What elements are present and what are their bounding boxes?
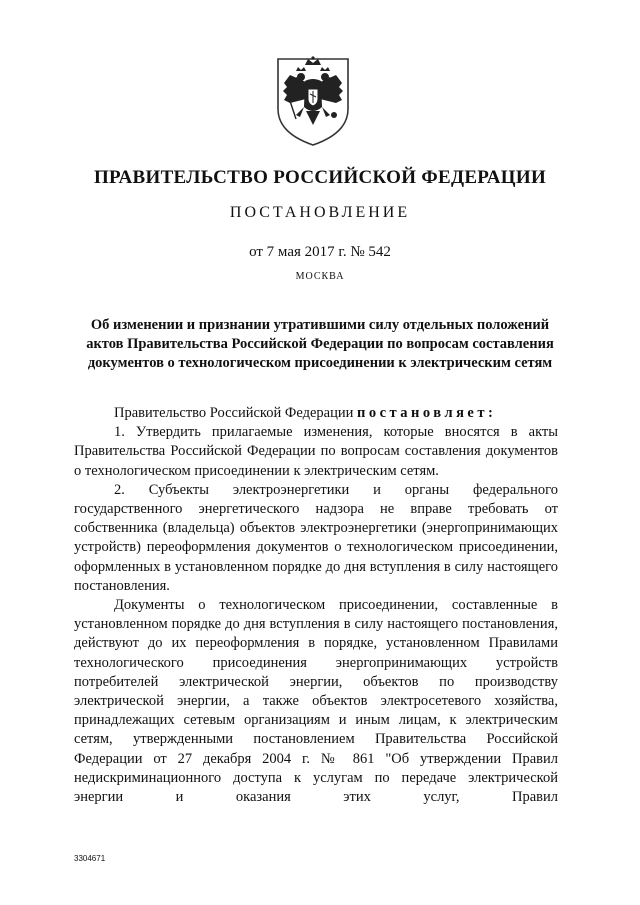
document-title: Об изменении и признании утратившими силу отдельных положений актов Правительства Российской Федерации по вопросам составления документов о технологическом присоединении к электрическим сетям [86,317,554,371]
city: МОСКВА [295,271,345,282]
document-type: ПОСТАНОВЛЕНИЕ [229,204,411,221]
date-number: от 7 мая 2017 г. № 542 [249,244,391,260]
coat-of-arms-emblem-icon [272,55,354,147]
intro-paragraph [74,404,558,423]
decree-word: постановляет: [356,405,497,421]
government-name: ПРАВИТЕЛЬСТВО РОССИЙСКОЙ ФЕДЕРАЦИИ [93,167,547,188]
paragraph-2: 2. Субъекты электроэнергетики и органы федерального государственного энергетического надзора не вправе требовать от собственника (владельца) объектов электроэнергетики (энергопринимающих устройств) переоформления документов о технологическом присоединении, оформленных в установленном порядке до дня вступления в силу настоящего постановления. [74,481,558,594]
intro-prefix: Правительство Российской Федерации [114,405,357,421]
paragraph-1: 1. Утвердить прилагаемые изменения, которые вносятся в акты Правительства Российской Федерации по вопросам составления документов о технологическом присоединении к электрическим сетям. [74,424,558,479]
document-code: 3304671 [74,854,106,863]
document-body [74,404,558,807]
paragraph-3: Документы о технологическом присоединении, составленные в установленном порядке до дня вступления в силу настоящего постановления, действуют до их переоформления в порядке, установленном Правилами технологического присоединения энергопринимающих устройств потребителей электрической энергии, объектов по производству электрической энергии, а также объектов электросетевого хозяйства, принадлежащих сетевым организациям и иным лицам, к электрическим сетям, утвержденными постановлением Правительства Российской Федерации от 27 декабря 2004 г. № 861 "Об утверждении Правил недискриминационного доступа к услугам по передаче электрической энергии и оказания этих услуг, Правил [74,597,558,806]
